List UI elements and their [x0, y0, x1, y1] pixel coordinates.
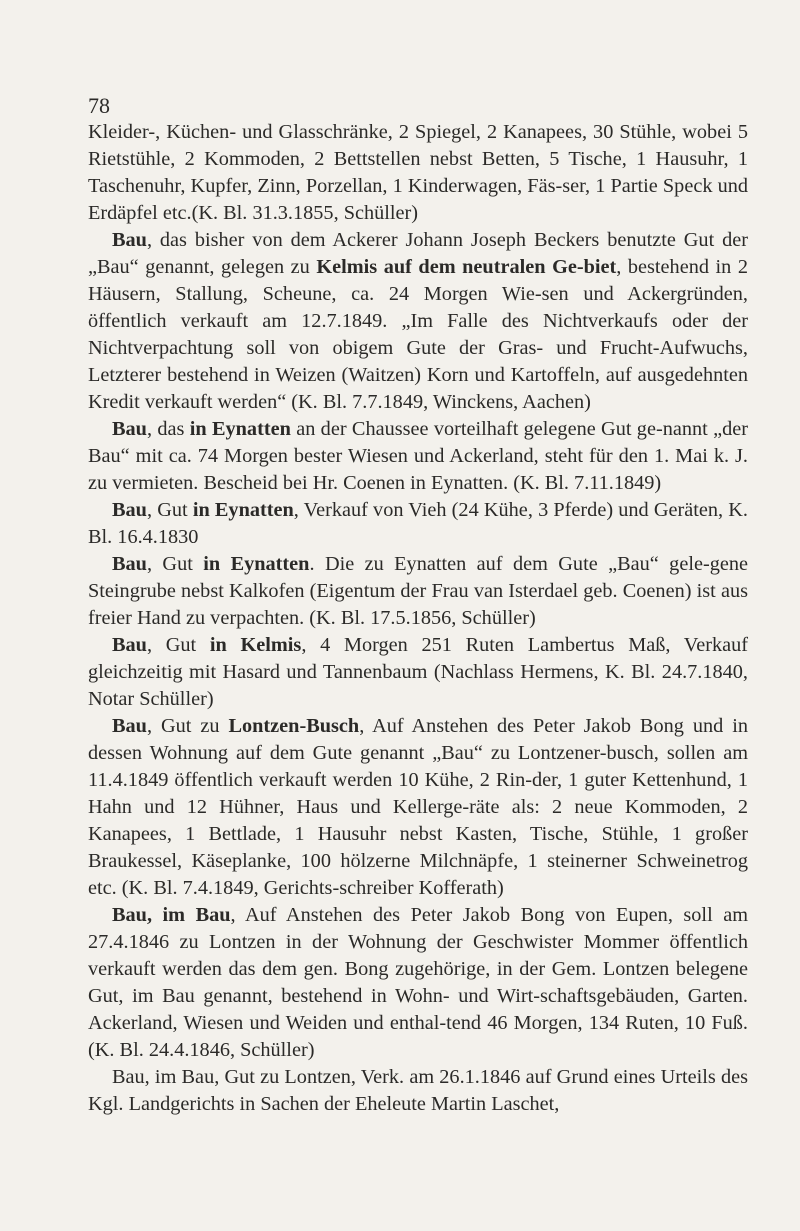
- entry-keyword: Bau: [112, 634, 147, 656]
- entry-text: , 4 Morgen 251 Ruten Lambertus Maß, Verkauf gleichzeitig mit Hasard und Tannenbaum (Nachlass Hermens, K. Bl. 24.7.1840, Notar Schüller): [88, 634, 748, 710]
- entries-text: [88, 119, 748, 1118]
- entry-keyword: Bau: [112, 499, 147, 521]
- entry-text: , Verkauf von Vieh (24 Kühe, 3 Pferde) und Geräten, K. Bl. 16.4.1830: [88, 499, 748, 548]
- entry-keyword: Bau: [112, 418, 147, 440]
- entry-keyword: Kelmis auf dem neutralen Ge-biet: [316, 256, 617, 278]
- page-number: 78: [88, 93, 110, 118]
- entry-text: , Auf Anstehen des Peter Jakob Bong von Eupen, soll am 27.4.1846 zu Lontzen in der Wohnung der Geschwister Mommer öffentlich verkauft werden das dem gen. Bong zugehörige, in der Gem. Lontzen belegene Gut, im Bau genannt, bestehend in Wohn- und Wirt-schaftsgebäuden, Garten. Ackerland, Wiesen und Weiden und enthal-tend 46 Morgen, 134 Ruten, 10 Fuß. (K. Bl. 24.4.1846, Schüller): [88, 904, 748, 1061]
- entry-paragraph: [88, 902, 748, 1064]
- entry-keyword: in Kelmis: [209, 634, 302, 656]
- entry-text: , Gut: [146, 499, 193, 521]
- entry-text: , Gut: [146, 634, 210, 656]
- entry-paragraph: [88, 227, 748, 416]
- entry-keyword: in Eynatten: [189, 418, 291, 440]
- entry-keyword: Bau: [112, 229, 147, 251]
- entry-text: Bau, im Bau, Gut zu Lontzen, Verk. am 26.1.1846 auf Grund eines Urteils des Kgl. Landgerichts in Sachen der Eheleute Martin Laschet,: [88, 1066, 748, 1115]
- entry-keyword: Bau: [112, 715, 147, 737]
- entry-paragraph: [88, 632, 748, 713]
- entry-keyword: Bau: [112, 553, 147, 575]
- entry-text: , das bisher von dem Ackerer Johann Joseph Beckers benutzte Gut der „Bau“ genannt, gelegen zu: [88, 229, 748, 278]
- entry-paragraph: [88, 1064, 748, 1118]
- entry-text: , das: [146, 418, 190, 440]
- continuation-paragraph: [88, 119, 748, 227]
- entry-paragraph: [88, 497, 748, 551]
- entry-text: , Gut zu: [146, 715, 229, 737]
- entry-keyword: in Eynatten: [192, 499, 294, 521]
- entry-keyword: Lontzen-Busch: [228, 715, 360, 737]
- entry-text: , bestehend in 2 Häusern, Stallung, Scheune, ca. 24 Morgen Wie-sen und Ackergründen, öffentlich verkauft am 12.7.1849. „Im Falle des Nichtverkaufs oder der Nichtverpachtung soll von obigem Gute der Gras- und Frucht-Aufwuchs, Letzterer bestehend in Weizen (Waitzen) Korn und Kartoffeln, auf ausgedehnten Kredit verkauft werden“ (K. Bl. 7.7.1849, Winckens, Aachen): [88, 256, 748, 413]
- entry-text: , Gut: [146, 553, 204, 575]
- entry-text: an der Chaussee vorteilhaft gelegene Gut ge-nannt „der Bau“ mit ca. 74 Morgen bester Wiesen und Ackerland, steht für den 1. Mai k. J. zu vermieten. Bescheid bei Hr. Coenen in Eynatten. (K. Bl. 7.11.1849): [88, 418, 748, 494]
- entry-paragraph: [88, 416, 748, 497]
- entry-text: Kleider-, Küchen- und Glasschränke, 2 Spiegel, 2 Kanapees, 30 Stühle, wobei 5 Rietstühle, 2 Kommoden, 2 Bettstellen nebst Betten, 5 Tische, 1 Hausuhr, 1 Taschenuhr, Kupfer, Zinn, Porzellan, 1 Kinderwagen, Fäs-ser, 1 Partie Speck und Erdäpfel etc.(K. Bl. 31.3.1855, Schüller): [88, 121, 748, 224]
- entry-text: , Auf Anstehen des Peter Jakob Bong und in dessen Wohnung auf dem Gute genannt „Bau“ zu Lontzener-busch, sollen am 11.4.1849 öffentlich verkauft werden 10 Kühe, 2 Rin-der, 1 guter Kettenhund, 1 Hahn und 12 Hühner, Haus und Kellerge-räte als: 2 neue Kommoden, 2 Kanapees, 1 Bettlade, 1 Hausuhr nebst Kasten, Tische, Stühle, 1 großer Braukessel, Käseplanke, 100 hölzerne Milchnäpfe, 1 steinerner Schweinetrog etc. (K. Bl. 7.4.1849, Gerichts-schreiber Kofferath): [88, 715, 748, 899]
- entry-text: . Die zu Eynatten auf dem Gute „Bau“ gele-gene Steingrube nebst Kalkofen (Eigentum der Frau van Isterdael geb. Coenen) ist aus freier Hand zu verpachten. (K. Bl. 17.5.1856, Schüller): [88, 553, 748, 629]
- entry-keyword: in Eynatten: [203, 553, 310, 575]
- entry-paragraph: [88, 551, 748, 632]
- entry-keyword: Bau, im Bau: [112, 904, 231, 926]
- entry-paragraph: [88, 713, 748, 902]
